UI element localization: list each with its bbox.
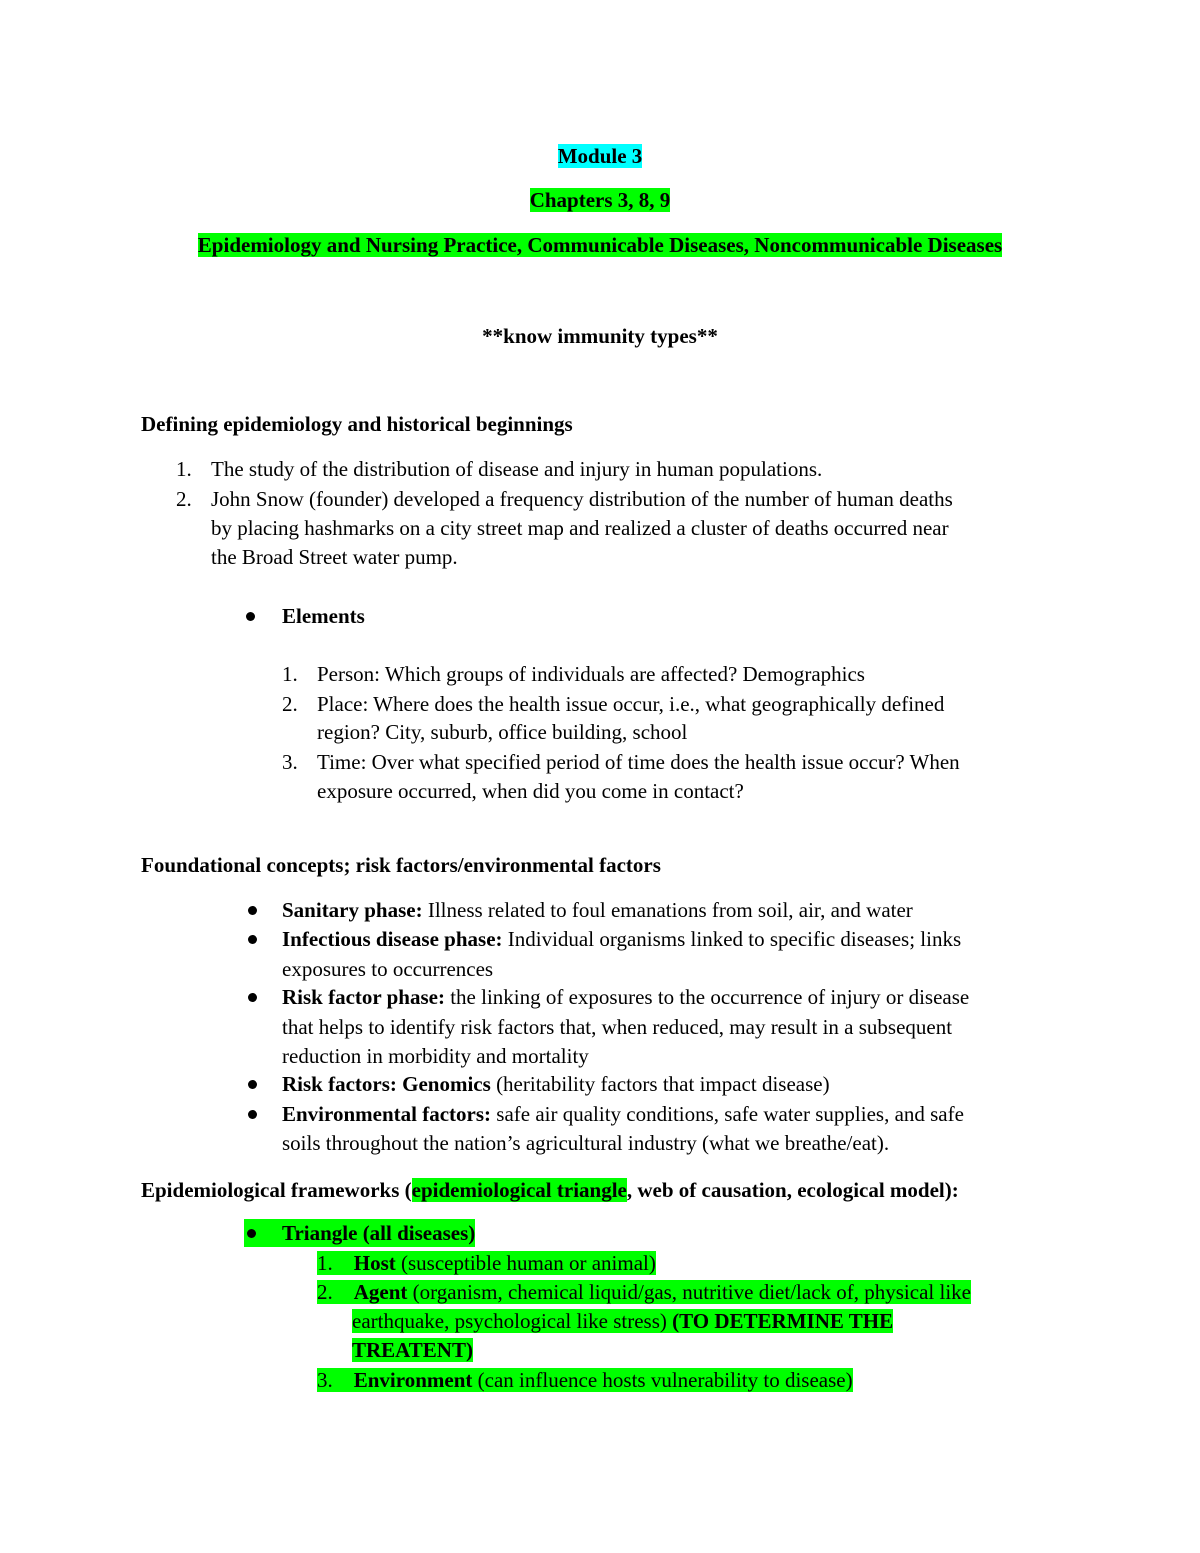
bullet-icon: [248, 993, 257, 1002]
module-title: Module 3: [557, 144, 643, 168]
list-item-text: John Snow (founder) developed a frequency distribution of the number of human deaths: [211, 487, 953, 511]
list-item-text: Person: Which groups of individuals are affected? Demographics: [317, 662, 865, 686]
section1-heading: Defining epidemiology and historical beginnings: [141, 412, 573, 436]
bullet-icon: [246, 612, 255, 621]
immunity-note: **know immunity types**: [482, 324, 718, 348]
list-item-text: Infectious disease phase: Individual organisms linked to specific diseases; links: [282, 927, 962, 951]
list-item-text: exposures to occurrences: [282, 957, 494, 981]
list-number: 2.: [282, 692, 298, 716]
chapters-row: [0, 186, 1200, 214]
bullet-icon: [248, 935, 257, 944]
topics-title: Epidemiology and Nursing Practice, Communicable Diseases, Noncommunicable Diseases: [197, 233, 1003, 257]
triangle-item: 1. Host (susceptible human or animal): [317, 1251, 656, 1275]
section3-heading: Epidemiological frameworks (epidemiological triangle, web of causation, ecological model):: [141, 1178, 959, 1202]
list-number: 2.: [176, 487, 192, 511]
triangle-row: [244, 1219, 475, 1247]
list-item-text: by placing hashmarks on a city street map and realized a cluster of deaths occurred near: [211, 516, 949, 540]
bullet-icon: [248, 906, 257, 915]
triangle-item: 3. Environment (can influence hosts vulnerability to disease): [317, 1368, 853, 1392]
list-item-text: Risk factors: Genomics (heritability factors that impact disease): [282, 1072, 830, 1096]
list-item-text: Place: Where does the health issue occur, i.e., what geographically defined: [317, 692, 945, 716]
triangle-item-cont: earthquake, psychological like stress) (TO DETERMINE THE: [352, 1309, 894, 1333]
list-number: 1.: [282, 662, 298, 686]
list-item-text: Risk factor phase: the linking of exposures to the occurrence of injury or disease: [282, 985, 970, 1009]
triangle-item: 2. Agent (organism, chemical liquid/gas, nutritive diet/lack of, physical like: [317, 1280, 971, 1304]
list-item-text: Time: Over what specified period of time does the health issue occur? When: [317, 750, 960, 774]
list-number: 1.: [176, 457, 192, 481]
bullet-icon: [248, 1080, 257, 1089]
list-item-text: The study of the distribution of disease and injury in human populations.: [211, 457, 823, 481]
topics-row: [0, 231, 1200, 259]
chapters-title: Chapters 3, 8, 9: [529, 188, 671, 212]
list-item-text: region? City, suburb, office building, school: [317, 720, 688, 744]
list-item-text: that helps to identify risk factors that, when reduced, may result in a subsequent: [282, 1015, 953, 1039]
bullet-icon: [248, 1110, 257, 1119]
list-item-text: exposure occurred, when did you come in contact?: [317, 779, 744, 803]
bullet-icon: [247, 1229, 256, 1238]
triangle-label: Triangle (all diseases): [282, 1221, 476, 1245]
module-title-row: [0, 142, 1200, 170]
list-number: 3.: [282, 750, 298, 774]
note-row: [0, 322, 1200, 350]
list-item-text: soils throughout the nation’s agricultural industry (what we breathe/eat).: [282, 1131, 890, 1155]
list-item-text: Sanitary phase: Illness related to foul emanations from soil, air, and water: [282, 898, 913, 922]
elements-label: Elements: [282, 604, 365, 628]
list-item-text: Environmental factors: safe air quality conditions, safe water supplies, and safe: [282, 1102, 964, 1126]
list-item-text: reduction in morbidity and mortality: [282, 1044, 589, 1068]
list-item-text: the Broad Street water pump.: [211, 545, 458, 569]
triangle-item-cont: TREATENT): [352, 1338, 473, 1362]
section2-heading: Foundational concepts; risk factors/environmental factors: [141, 853, 661, 877]
